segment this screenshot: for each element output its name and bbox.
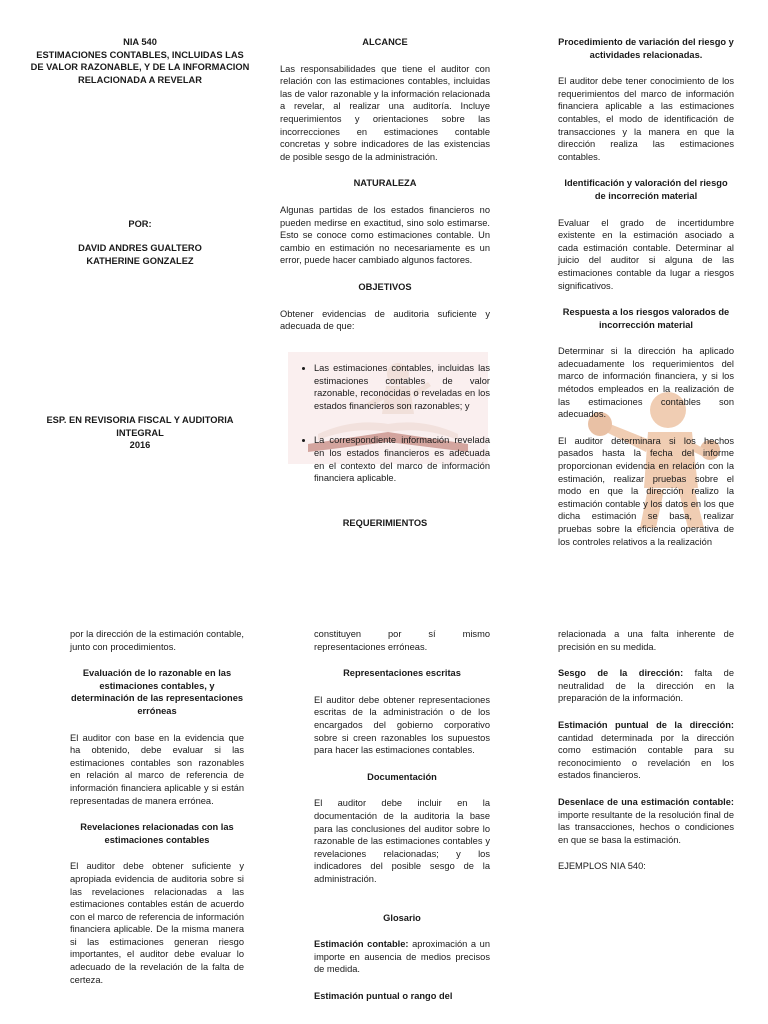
panel-alcance [280, 36, 490, 333]
documentacion-text: El auditor debe incluir en la documentación de la auditoria la base para las conclusiones del auditor sobre lo razonable de las estimaciones contables y revelaciones relacionadas; y los indicadores del posible sesgo de la administración. [314, 798, 490, 884]
revelaciones-text: El auditor debe obtener suficiente y apropiada evidencia de auditoria sobre si las revelaciones relacionadas a las estimaciones contables están de acuerdo con el marco de referencia de información financiera aplicable. De la misma manera si las estimaciones generan riesgo importantes, el auditor debe evaluar lo adecuado de la revelación de la falta de certeza. [70, 861, 244, 985]
documentacion-heading: Documentación [367, 771, 437, 782]
respuesta-heading: Respuesta a los riesgos valorados de incorrección material [562, 307, 730, 330]
ejemplos-label: EJEMPLOS NIA 540: [558, 861, 646, 872]
panel-glosario-cont [558, 628, 734, 873]
authors: DAVID ANDRES GUALTERO KATHERINE GONZALEZ [78, 243, 202, 266]
glosario-term-2: Estimación puntual o rango del [314, 990, 453, 1001]
procedimiento-text: El auditor debe tener conocimiento de los requerimientos del marco de información financiera aplicable a las estimaciones contables, el modo de identificación de transacciones y la manera en que la dirección realiza las estimaciones contables. [558, 76, 734, 162]
term-puntual: Estimación puntual de la dirección: [558, 719, 734, 730]
naturaleza-text: Algunas partidas de los estados financieros no pueden medirse en exactitud, sino solo estimarse. Esto se conoce como estimaciones contable. Un cambio en estimación no necesariamente es un error, puede hacer cambiado algunos factores. [280, 204, 490, 266]
document-title: NIA 540 ESTIMACIONES CONTABLES, INCLUIDAS LAS DE VALOR RAZONABLE, Y DE LA INFORMACION RELACIONADA A REVELAR [30, 37, 250, 85]
def-puntual: cantidad determinada por la dirección como estimación contable para su reconocimiento o revelación en los estados financieros. [558, 732, 734, 781]
procedimiento-heading: Procedimiento de variación del riesgo y actividades relacionadas. [558, 37, 734, 60]
term-desenlace: Desenlace de una estimación contable: [558, 796, 734, 807]
glosario-entry-desenlace [558, 796, 734, 846]
program-and-year: ESP. EN REVISORIA FISCAL Y AUDITORIA INTEGRAL 2016 [46, 415, 234, 451]
panel-cover [30, 36, 250, 451]
representaciones-heading: Representaciones escritas [343, 668, 461, 679]
panel-procedimiento [558, 36, 734, 548]
alcance-text: Las responsabilidades que tiene el auditor con relación con las estimaciones contables, incluidas las de valor razonable y la información relacionada a revelar, al realizar una auditoría. Incluye requerimientos y orientaciones sobre las incorrecciones en estimaciones contable concretas y sobre indicadores de las existencias de posible sesgo de la administración. [280, 63, 490, 162]
glosario-entry-sesgo [558, 667, 734, 705]
revelaciones-heading: Revelaciones relacionadas con las estimaciones contables [80, 822, 234, 845]
panel-evaluacion [70, 628, 244, 986]
def-desenlace: importe resultante de la resolución final de las transacciones, hechos o condiciones en que se basa la estimación. [558, 809, 734, 845]
evaluacion-text: El auditor con base en la evidencia que ha obtenido, debe evaluar si las estimaciones contables son razonables en relación al marco de referencia de información financiera aplicable y si están representadas de manera errónea. [70, 732, 244, 806]
term-sesgo: Sesgo de la dirección: [558, 668, 684, 679]
objetivos-heading: OBJETIVOS [358, 281, 412, 292]
panel-representaciones [314, 628, 490, 1002]
continuation-text-4: por la dirección de la estimación contable, junto con procedimientos. [70, 629, 244, 652]
glosario-term-1: Estimación contable: [314, 939, 409, 950]
glosario-def-1: aproximación a un importe en ausencia de medios precisos de medida. [314, 939, 490, 975]
auditor-determina-text: El auditor determinara si los hechos pasados hasta la fecha del informe proporcionan evidencia en relación con la estimación, realizar pruebas sobre el modo en que la dirección realizo la estimación contable y los datos en los que dicha estimación se basa, realizar pruebas sobre la eficiencia operativa de los controles relativos a la realización [558, 435, 734, 547]
alcance-heading: ALCANCE [362, 37, 408, 47]
requerimientos-heading: REQUERIMIENTOS [342, 518, 428, 528]
glosario-entry-puntual [558, 719, 734, 782]
glosario-entry-1 [314, 938, 490, 976]
continuation-text-5: constituyen por sí mismo representaciones erróneas. [314, 629, 490, 652]
respuesta-text: Determinar si la dirección ha aplicado adecuadamente los requerimientos del marco de información financiera, y si los métodos empleados en la realización de las estimaciones contables son adecuados. [558, 346, 734, 420]
objetivos-list [288, 362, 490, 495]
continuation-text-6: relacionada a una falta inherente de precisión en su medida. [558, 629, 734, 652]
identificacion-heading: Identificación y valoración del riesgo de incorreción material [564, 178, 728, 201]
objetivo-bullet-2: • La correspondiente información revelada en los estados financieros es adecuada en el contexto del marco de información financiera aplicable. [314, 434, 490, 484]
evaluacion-heading: Evaluación de lo razonable en las estimaciones contables, y determinación de las representaciones erróneas [70, 668, 244, 716]
objetivos-intro: Obtener evidencias de auditoria suficiente y adecuada de que: [280, 308, 490, 332]
def-sesgo: falta de neutralidad de la dirección en la preparación de la información. [558, 668, 734, 704]
representaciones-text: El auditor debe obtener representaciones escritas de la administración o de los encargados del gobierno corporativo sobre si creen razonables los supuestos para hacer las estimaciones contables. [314, 694, 490, 756]
objetivo-bullet-1: • Las estimaciones contables, incluidas las estimaciones contables de valor razonable, reconocidas o reveladas en los estados financieros son razonables; y [314, 362, 490, 412]
glosario-heading: Glosario [383, 912, 421, 923]
naturaleza-heading: NATURALEZA [353, 178, 417, 189]
identificacion-text: Evaluar el grado de incertidumbre existente en la estimación asociado a cada estimación contable. Determinar al juicio del auditor si alguna de las estimaciones contable da lugar a riesgos significativos. [558, 217, 734, 291]
por-label: POR: [128, 219, 152, 229]
